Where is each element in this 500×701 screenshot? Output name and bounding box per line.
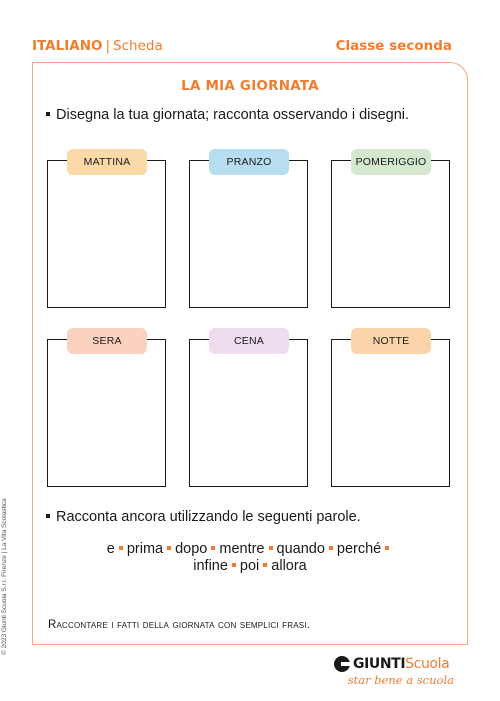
drawing-box-evening[interactable] [47,339,166,487]
bullet-icon [46,112,50,116]
bullet-icon [46,514,50,518]
separator-dot-icon [385,546,389,550]
word-item: poi [239,558,260,574]
separator-dot-icon [119,546,123,550]
brand-sub: Scuola [405,656,450,672]
word-item: quando [276,541,325,557]
box-label-evening: SERA [67,328,147,354]
giunti-g-icon [334,656,350,672]
subject-line [32,38,163,54]
brand-main: GIUNTI [353,656,406,672]
drawing-box-afternoon[interactable] [331,160,450,308]
word-item: perché [336,541,382,557]
page-header [32,36,452,56]
drawing-box-dinner[interactable] [189,339,308,487]
sheet-type: Scheda [113,38,163,54]
word-item: e [106,541,115,557]
separator-dot-icon [167,546,171,550]
word-item: infine [193,558,228,574]
separator-dot-icon [263,563,267,567]
subject-label: ITALIANO [32,38,103,54]
instruction-words-text: Racconta ancora utilizzando le seguenti parole. [56,509,361,525]
box-label-dinner: CENA [209,328,289,354]
word-item: allora [271,558,307,574]
instruction-words [46,509,361,525]
page-title: LA MIA GIORNATA [181,78,319,94]
separator-dot-icon [329,546,333,550]
word-list-line2 [0,558,500,574]
drawing-box-lunch[interactable] [189,160,308,308]
instruction-draw [46,107,409,123]
brand-name [353,656,449,672]
publisher-logo [334,656,454,696]
word-item: mentre [219,541,265,557]
box-label-night: NOTTE [351,328,431,354]
word-list-line1 [0,541,500,557]
word-item: prima [126,541,164,557]
brand-tagline: star bene a scuola [347,673,454,687]
separator-dot-icon [269,546,273,550]
grade-label: Classe seconda [335,38,452,54]
copyright-notice: © 2023 Giunti Scuola S.r.l. Firenze | La Vita Scolastica [1,498,8,655]
box-label-afternoon: POMERIGGIO [351,149,431,175]
separator-dot-icon [232,563,236,567]
learning-objective: Raccontare i fatti della giornata con semplici frasi. [48,619,311,631]
drawing-box-morning[interactable] [47,160,166,308]
drawing-box-night[interactable] [331,339,450,487]
box-label-morning: MATTINA [67,149,147,175]
header-separator: | [105,38,111,54]
word-item: dopo [175,541,208,557]
box-label-lunch: PRANZO [209,149,289,175]
separator-dot-icon [211,546,215,550]
instruction-draw-text: Disegna la tua giornata; racconta osservando i disegni. [56,107,410,123]
